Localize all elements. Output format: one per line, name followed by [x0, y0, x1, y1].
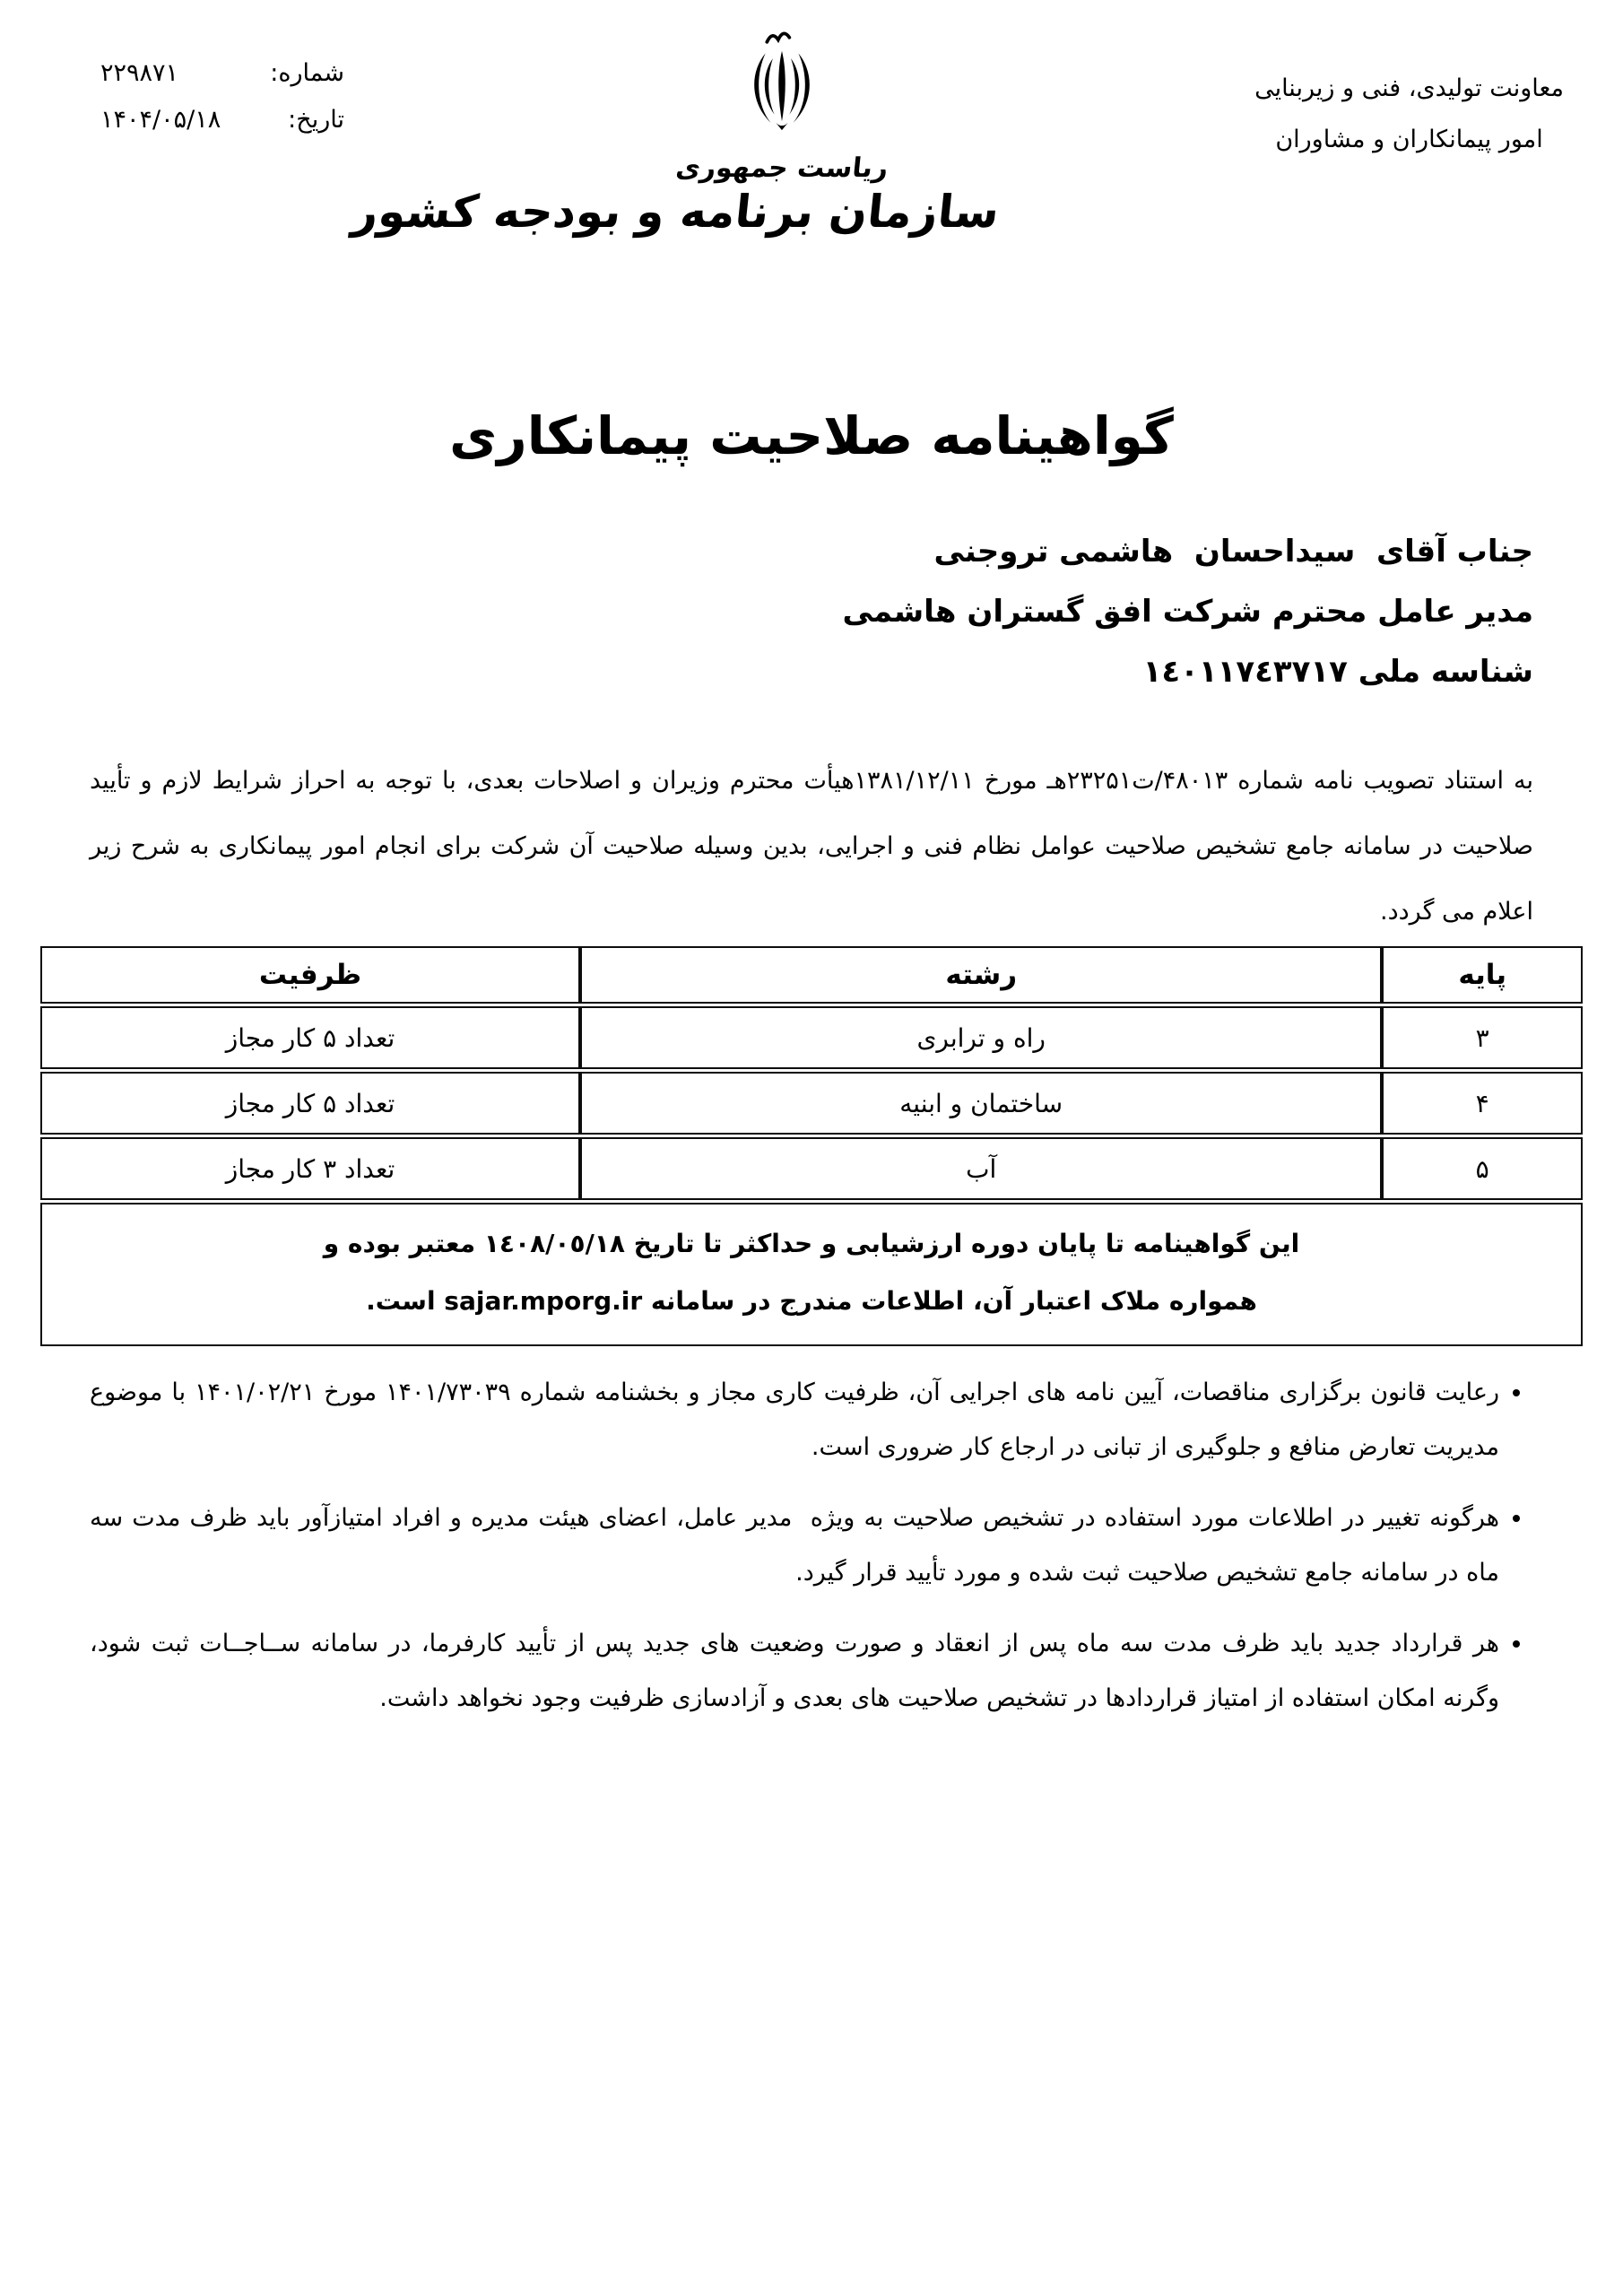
capacity-cell: تعداد ۳ کار مجاز [40, 1137, 580, 1200]
grade-column-header: پایه [1382, 946, 1583, 1004]
validity-row [40, 1203, 1583, 1346]
document-number-label: شماره: [270, 59, 344, 87]
addressee-role-company: مدیر عامل محترم شرکت افق گستران هاشمی [842, 594, 1533, 630]
addressee-block [90, 522, 1533, 702]
organization-name: سازمان برنامه و بودجه کشور [350, 186, 1002, 238]
presidency-caption: ریاست جمهوری [673, 152, 890, 184]
field-cell: راه و ترابری [580, 1006, 1382, 1069]
validity-note [40, 1203, 1583, 1346]
document-meta [100, 59, 344, 152]
notes-section [90, 1365, 1537, 1742]
qualification-table [40, 944, 1583, 1349]
table-row [40, 1006, 1583, 1069]
capacity-cell: تعداد ۵ کار مجاز [40, 1072, 580, 1135]
document-number-row [100, 59, 344, 87]
table-row [40, 1137, 1583, 1200]
field-cell: آب [580, 1137, 1382, 1200]
field-column-header: رشته [580, 946, 1382, 1004]
validity-line2: همواره ملاک اعتبار آن، اطلاعات مندرج در سامانه sajar.mporg.ir است. [366, 1286, 1257, 1316]
document-date-label: تاریخ: [288, 106, 344, 134]
iran-national-emblem-icon [737, 23, 827, 149]
letterhead [350, 23, 1002, 238]
note-item: • هرگونه تغییر در اطلاعات مورد استفاده در تشخیص صلاحیت به ویژه مدیر عامل، اعضای هیئت مدیره و افراد امتیازآور باید ظرف مدت سه ماه در سامانه جامع تشخیص صلاحیت ثبت شده و مورد تأیید قرار گیرد. [90, 1491, 1499, 1600]
department-name: امور پیمانکاران و مشاوران [1275, 126, 1543, 153]
note-item: • رعایت قانون برگزاری مناقصات، آیین نامه های اجرایی آن، ظرفیت کاری مجاز و بخشنامه شماره ۱۴۰۱/۷۳۰۳۹ مورخ ۱۴۰۱/۰۲/۲۱ با موضوع مدیریت تعارض منافع و جلوگیری از تبانی در ارجاع کار ضروری است. [90, 1365, 1499, 1474]
note-item: • هر قرارداد جدید باید ظرف مدت سه ماه پس از انعقاد و صورت وضعیت های جدید پس از تأیید کارفرما، در سامانه ســاجــات ثبت شود، وگرنه امکان استفاده از امتیاز قراردادها در تشخیص صلاحیت های بعدی و آزادسازی ظرفیت وجود نخواهد داشت. [90, 1616, 1499, 1726]
intro-paragraph: به استناد تصویب نامه شماره ۴۸۰۱۳/ت۲۳۲۵۱هـ مورخ ۱۳۸۱/۱۲/۱۱هیأت محترم وزیران و اصلاحات بعدی، با توجه به احراز شرایط لازم و تأیید صلاحیت در سامانه جامع تشخیص صلاحیت عوامل نظام فنی و اجرایی، بدین وسیله صلاحیت آن شرکت برای انجام امور پیمانکاری به شرح زیر اعلام می گردد. [90, 767, 1533, 926]
document-number-value: ۲۲۹۸۷۱ [100, 59, 179, 87]
deputy-name: معاونت تولیدی، فنی و زیربنایی [1254, 74, 1564, 102]
grade-cell: ۵ [1382, 1137, 1583, 1200]
table-row [40, 1072, 1583, 1135]
document-date-value: ۱۴۰۴/۰۵/۱۸ [100, 106, 221, 134]
company-national-id: شناسه ملی ١٤٠١١٧٤٣٧١٧ [1142, 654, 1533, 690]
issuing-department [1254, 63, 1564, 165]
qualification-table-wrap [40, 944, 1583, 1349]
capacity-cell: تعداد ۵ کار مجاز [40, 1006, 580, 1069]
page-title: گواهینامه صلاحیت پیمانکاری [449, 405, 1174, 466]
document-date-row [100, 106, 344, 134]
grade-cell: ۳ [1382, 1006, 1583, 1069]
addressee-name: جناب آقای سیداحسان هاشمی تروجنی [933, 534, 1533, 570]
grade-cell: ۴ [1382, 1072, 1583, 1135]
field-cell: ساختمان و ابنیه [580, 1072, 1382, 1135]
table-header-row [40, 946, 1583, 1004]
capacity-column-header: ظرفیت [40, 946, 580, 1004]
notes-list [90, 1365, 1537, 1726]
validity-line1: این گواهینامه تا پایان دوره ارزشیابی و حداکثر تا تاریخ ١٤٠٨/٠٥/١٨ معتبر بوده و [323, 1229, 1300, 1258]
